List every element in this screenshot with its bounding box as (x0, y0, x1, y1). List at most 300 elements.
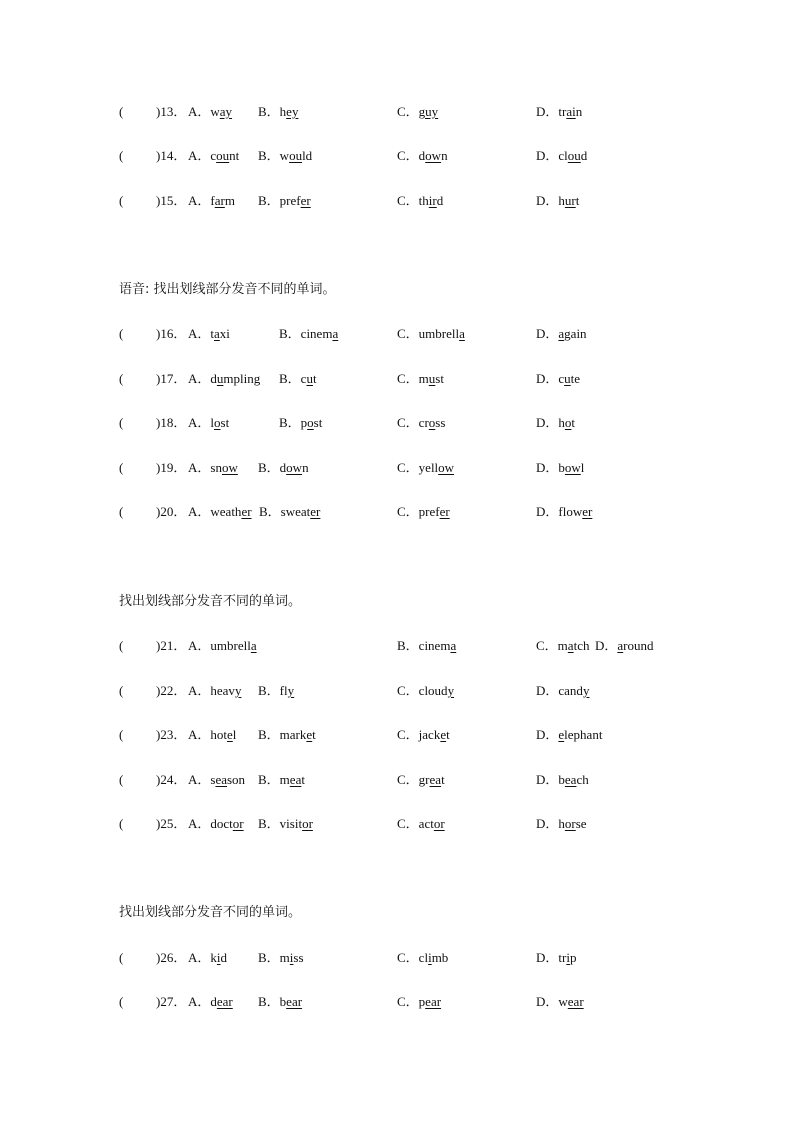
underlined-letters: ow (286, 460, 303, 475)
word-part: th (418, 193, 429, 208)
option-c[interactable] (397, 102, 438, 122)
option-letter: D． (536, 371, 559, 386)
underlined-letters: e (440, 727, 447, 742)
word-part: st (435, 371, 444, 386)
answer-blank[interactable]: ( (119, 148, 124, 163)
option-letter: B． (259, 504, 281, 519)
question-number: )13． (156, 104, 187, 119)
word-part: te (570, 371, 581, 386)
option-d[interactable] (536, 948, 576, 968)
word-part: d (418, 148, 426, 163)
underlined-letters: ear (567, 994, 584, 1009)
option-letter: C． (397, 460, 419, 475)
section-heading: 语音: 找出划线部分发音不同的单词。 (119, 282, 336, 297)
option-a[interactable] (188, 102, 232, 122)
underlined-letters: o (214, 415, 221, 430)
word-part: m (279, 950, 290, 965)
word-part: round (623, 638, 654, 653)
question-26 (0, 948, 794, 968)
underlined-letters: ay (219, 104, 233, 119)
option-letter: D． (536, 326, 559, 341)
option-letter: B． (279, 326, 301, 341)
word-part: l (210, 415, 215, 430)
underlined-letters: i (566, 950, 570, 965)
option-letter: A． (188, 326, 211, 341)
underlined-letters: ir (428, 193, 437, 208)
word-part: t (446, 727, 450, 742)
answer-blank[interactable]: ( (119, 193, 124, 208)
word-part: sn (210, 460, 222, 475)
word-part: t (575, 193, 580, 208)
word-part: nt (229, 148, 240, 163)
word-part: k (210, 950, 217, 965)
option-letter: A． (188, 460, 211, 475)
option-d[interactable] (536, 992, 584, 1012)
word-part: cl (418, 950, 429, 965)
underlined-letters: ea (215, 772, 227, 787)
question-number: )25． (156, 816, 187, 831)
word-part: fl (279, 683, 288, 698)
word-part: ch (576, 772, 589, 787)
question-27 (0, 992, 794, 1012)
question-number: )24． (156, 772, 187, 787)
answer-blank[interactable]: ( (119, 371, 124, 386)
option-letter: C． (536, 638, 558, 653)
option-letter: B． (258, 994, 280, 1009)
option-b[interactable] (258, 992, 302, 1012)
word-part: p (418, 994, 426, 1009)
option-b[interactable] (258, 458, 309, 478)
underlined-letters: ea (289, 772, 302, 787)
word-part: tr (558, 950, 567, 965)
option-c[interactable] (397, 681, 454, 701)
underlined-letters: u (428, 371, 436, 386)
option-b[interactable] (258, 948, 304, 968)
answer-blank[interactable]: ( (119, 638, 124, 653)
option-a[interactable] (188, 814, 244, 834)
word-part: d (436, 193, 444, 208)
option-letter: B． (258, 772, 280, 787)
option-b[interactable] (258, 102, 298, 122)
underlined-letters: er (241, 504, 252, 519)
underlined-letters: e (227, 727, 233, 742)
underlined-letters: a (214, 326, 220, 341)
option-d[interactable] (536, 814, 587, 834)
underlined-letters: o (428, 415, 436, 430)
word-part: h (558, 415, 565, 430)
option-c[interactable] (397, 369, 444, 389)
answer-blank[interactable]: ( (119, 460, 124, 475)
option-letter: D． (595, 638, 618, 653)
underlined-letters: i (428, 950, 432, 965)
question-number: )27． (156, 994, 187, 1009)
word-part: t (301, 772, 305, 787)
word-part: f (210, 193, 215, 208)
option-c[interactable] (397, 948, 448, 968)
word-part: pref (279, 193, 301, 208)
answer-blank[interactable]: ( (119, 727, 124, 742)
option-letter: C． (397, 326, 419, 341)
answer-blank[interactable]: ( (119, 772, 124, 787)
option-c[interactable] (397, 814, 445, 834)
option-a[interactable] (188, 191, 235, 211)
option-letter: C． (397, 193, 419, 208)
question-number: )26． (156, 950, 187, 965)
underlined-letters: ea (564, 772, 577, 787)
word-part: se (575, 816, 587, 831)
option-a[interactable] (188, 146, 239, 166)
underlined-letters: ow (564, 460, 581, 475)
question-number: )17． (156, 371, 187, 386)
option-letter: B． (258, 816, 280, 831)
underlined-letters: ear (216, 994, 233, 1009)
option-a[interactable] (188, 413, 229, 433)
option-c[interactable] (397, 725, 450, 745)
option-letter: B． (258, 193, 280, 208)
word-part: c (210, 148, 217, 163)
underlined-letters: a (332, 326, 339, 341)
word-part: act (418, 816, 434, 831)
option-letter: A． (188, 104, 211, 119)
option-a[interactable] (188, 948, 227, 968)
word-part: m (224, 193, 235, 208)
word-part: cr (418, 415, 429, 430)
option-letter: A． (188, 683, 211, 698)
option-b[interactable] (258, 681, 294, 701)
question-15 (0, 191, 794, 211)
option-c[interactable] (397, 146, 448, 166)
word-part: s (210, 772, 216, 787)
answer-blank[interactable]: ( (119, 994, 124, 1009)
underlined-letters: guy (418, 104, 439, 119)
option-letter: D． (536, 460, 559, 475)
option-d[interactable] (536, 725, 602, 745)
option-b[interactable] (279, 413, 322, 433)
underlined-letters: or (433, 816, 445, 831)
option-letter: A． (188, 994, 211, 1009)
word-part: pref (418, 504, 440, 519)
word-part: heav (210, 683, 235, 698)
underlined-letters: ow (221, 460, 238, 475)
word-part: tch (573, 638, 590, 653)
word-part: d (220, 950, 228, 965)
option-letter: D． (536, 104, 559, 119)
option-b[interactable] (258, 814, 313, 834)
word-part: t (312, 727, 316, 742)
word-part: ld (302, 148, 313, 163)
word-part: t (571, 415, 576, 430)
question-17 (0, 369, 794, 389)
underlined-letters: u (216, 371, 224, 386)
option-c[interactable] (397, 502, 450, 522)
option-d[interactable] (536, 681, 589, 701)
question-25 (0, 814, 794, 834)
underlined-letters: er (300, 193, 311, 208)
question-number: )20． (156, 504, 187, 519)
option-a[interactable] (188, 324, 230, 344)
option-c[interactable] (536, 636, 589, 656)
answer-blank[interactable]: ( (119, 683, 124, 698)
word-part: yell (418, 460, 439, 475)
option-d[interactable] (536, 458, 584, 478)
underlined-letters: e (558, 727, 565, 742)
option-letter: C． (397, 148, 419, 163)
word-part: umbrell (210, 638, 251, 653)
question-14 (0, 146, 794, 166)
question-18 (0, 413, 794, 433)
option-d[interactable] (536, 191, 579, 211)
option-letter: A． (188, 371, 211, 386)
word-part: gain (564, 326, 587, 341)
word-part: visit (279, 816, 303, 831)
word-part: b (558, 460, 565, 475)
question-number: )15． (156, 193, 187, 208)
underlined-letters: o (564, 415, 572, 430)
option-letter: D． (536, 950, 559, 965)
option-letter: B． (258, 460, 280, 475)
word-part: sweat (280, 504, 311, 519)
option-c[interactable] (397, 770, 445, 790)
word-part: xi (219, 326, 230, 341)
word-part: t (441, 772, 445, 787)
option-letter: B． (279, 415, 301, 430)
word-part: p (569, 950, 577, 965)
question-20 (0, 502, 794, 522)
underlined-letters: a (450, 638, 457, 653)
answer-blank[interactable]: ( (119, 950, 124, 965)
option-letter: D． (536, 727, 559, 742)
option-a[interactable] (188, 770, 245, 790)
option-letter: A． (188, 504, 211, 519)
word-part: c (300, 371, 307, 386)
question-13 (0, 102, 794, 122)
option-letter: C． (397, 415, 419, 430)
underlined-letters: ou (289, 148, 303, 163)
word-part: cloud (418, 683, 448, 698)
underlined-letters: y (447, 683, 455, 698)
word-part: cand (558, 683, 583, 698)
option-letter: A． (188, 415, 211, 430)
word-part: l (580, 460, 585, 475)
word-part: hot (210, 727, 228, 742)
option-letter: B． (258, 727, 280, 742)
answer-blank[interactable]: ( (119, 415, 124, 430)
word-part: cinem (300, 326, 333, 341)
word-part: t (210, 326, 215, 341)
option-c[interactable] (397, 191, 443, 211)
word-part: b (558, 772, 565, 787)
word-part: st (313, 415, 323, 430)
option-a[interactable] (188, 369, 260, 389)
underlined-letters: a (558, 326, 565, 341)
option-b[interactable] (258, 770, 305, 790)
answer-blank[interactable]: ( (119, 504, 124, 519)
underlined-letters: a (567, 638, 574, 653)
option-d[interactable] (536, 102, 582, 122)
word-part: ss (293, 950, 304, 965)
word-part: ss (435, 415, 446, 430)
word-part: d (210, 994, 217, 1009)
option-letter: D． (536, 683, 559, 698)
underlined-letters: ea (429, 772, 442, 787)
section-heading: 找出划线部分发音不同的单词。 (119, 594, 302, 609)
option-letter: B． (258, 683, 280, 698)
option-c[interactable] (397, 413, 445, 433)
word-part: mpling (223, 371, 261, 386)
word-part: t (312, 371, 317, 386)
question-24 (0, 770, 794, 790)
option-d[interactable] (536, 324, 587, 344)
option-c[interactable] (397, 992, 441, 1012)
answer-blank[interactable]: ( (119, 816, 124, 831)
option-letter: A． (188, 193, 211, 208)
word-part: umbrell (418, 326, 460, 341)
question-23 (0, 725, 794, 745)
underlined-letters: ey (286, 104, 299, 119)
underlined-letters: er (582, 504, 593, 519)
underlined-letters: y (234, 683, 242, 698)
section-heading: 找出划线部分发音不同的单词。 (119, 905, 302, 920)
word-part: son (227, 772, 246, 787)
option-b[interactable] (258, 146, 312, 166)
option-letter: D． (536, 193, 559, 208)
underlined-letters: ow (438, 460, 455, 475)
option-b[interactable] (397, 636, 456, 656)
underlined-letters: a (459, 326, 465, 341)
option-letter: B． (258, 148, 280, 163)
underlined-letters: ar (214, 193, 225, 208)
option-a[interactable] (188, 681, 241, 701)
option-letter: D． (536, 504, 559, 519)
word-part: m (418, 371, 429, 386)
word-part: mark (279, 727, 307, 742)
option-d[interactable] (536, 369, 580, 389)
word-part: n (441, 148, 448, 163)
word-part: cinem (418, 638, 451, 653)
option-letter: C． (397, 727, 419, 742)
underlined-letters: or (564, 816, 576, 831)
option-a[interactable] (188, 992, 233, 1012)
option-letter: A． (188, 727, 211, 742)
word-part: weath (210, 504, 242, 519)
underlined-letters: e (306, 727, 313, 742)
question-number: )18． (156, 415, 187, 430)
underlined-letters: ow (425, 148, 442, 163)
underlined-letters: ai (566, 104, 576, 119)
word-part: w (558, 994, 568, 1009)
underlined-letters: ear (425, 994, 442, 1009)
option-letter: D． (536, 816, 559, 831)
option-letter: D． (536, 415, 559, 430)
underlined-letters: y (287, 683, 295, 698)
option-d[interactable] (595, 636, 654, 656)
underlined-letters: er (439, 504, 450, 519)
option-a[interactable] (188, 458, 238, 478)
question-number: )16． (156, 326, 187, 341)
underlined-letters: ur (564, 193, 576, 208)
underlined-letters: ou (216, 148, 230, 163)
option-b[interactable] (258, 725, 316, 745)
word-part: n (302, 460, 309, 475)
option-letter: B． (258, 950, 280, 965)
option-letter: A． (188, 816, 211, 831)
question-22 (0, 681, 794, 701)
word-part: cl (558, 148, 568, 163)
question-number: )22． (156, 683, 187, 698)
word-part: st (220, 415, 230, 430)
underlined-letters: i (216, 950, 221, 965)
option-letter: C． (397, 371, 419, 386)
option-letter: C． (397, 104, 419, 119)
underlined-letters: er (310, 504, 321, 519)
answer-blank[interactable]: ( (119, 104, 124, 119)
answer-blank[interactable]: ( (119, 326, 124, 341)
question-19 (0, 458, 794, 478)
option-letter: C． (397, 994, 419, 1009)
option-a[interactable] (188, 502, 252, 522)
word-part: d (580, 148, 588, 163)
option-a[interactable] (188, 725, 236, 745)
underlined-letters: or (232, 816, 244, 831)
word-part: l (232, 727, 237, 742)
option-d[interactable] (536, 146, 587, 166)
option-b[interactable] (259, 502, 320, 522)
option-b[interactable] (258, 191, 311, 211)
word-part: tr (558, 104, 567, 119)
question-16 (0, 324, 794, 344)
option-letter: C． (397, 504, 419, 519)
option-letter: A． (188, 148, 211, 163)
option-letter: C． (397, 816, 419, 831)
option-a[interactable] (188, 636, 257, 656)
option-letter: B． (258, 104, 280, 119)
option-d[interactable] (536, 413, 575, 433)
option-b[interactable] (279, 369, 317, 389)
option-letter: C． (397, 950, 419, 965)
word-part: mb (431, 950, 449, 965)
word-part: gr (418, 772, 430, 787)
underlined-letters: a (617, 638, 624, 653)
option-d[interactable] (536, 770, 589, 790)
underlined-letters: y (582, 683, 590, 698)
question-number: )21． (156, 638, 187, 653)
word-part: flow (558, 504, 583, 519)
word-part: m (279, 772, 290, 787)
word-part: m (557, 638, 568, 653)
word-part: lephant (564, 727, 603, 742)
question-number: )19． (156, 460, 187, 475)
option-d[interactable] (536, 502, 592, 522)
option-letter: C． (397, 683, 419, 698)
word-part: n (575, 104, 583, 119)
word-part: doct (210, 816, 233, 831)
underlined-letters: ou (567, 148, 581, 163)
word-part: d (210, 371, 217, 386)
option-letter: B． (279, 371, 301, 386)
word-part: jack (418, 727, 441, 742)
option-b[interactable] (279, 324, 338, 344)
option-letter: D． (536, 994, 559, 1009)
option-letter: D． (536, 772, 559, 787)
word-part: h (279, 104, 287, 119)
word-part: b (279, 994, 287, 1009)
underlined-letters: a (250, 638, 257, 653)
option-letter: D． (536, 148, 559, 163)
option-letter: A． (188, 638, 211, 653)
underlined-letters: ear (286, 994, 303, 1009)
option-c[interactable] (397, 324, 465, 344)
option-c[interactable] (397, 458, 454, 478)
